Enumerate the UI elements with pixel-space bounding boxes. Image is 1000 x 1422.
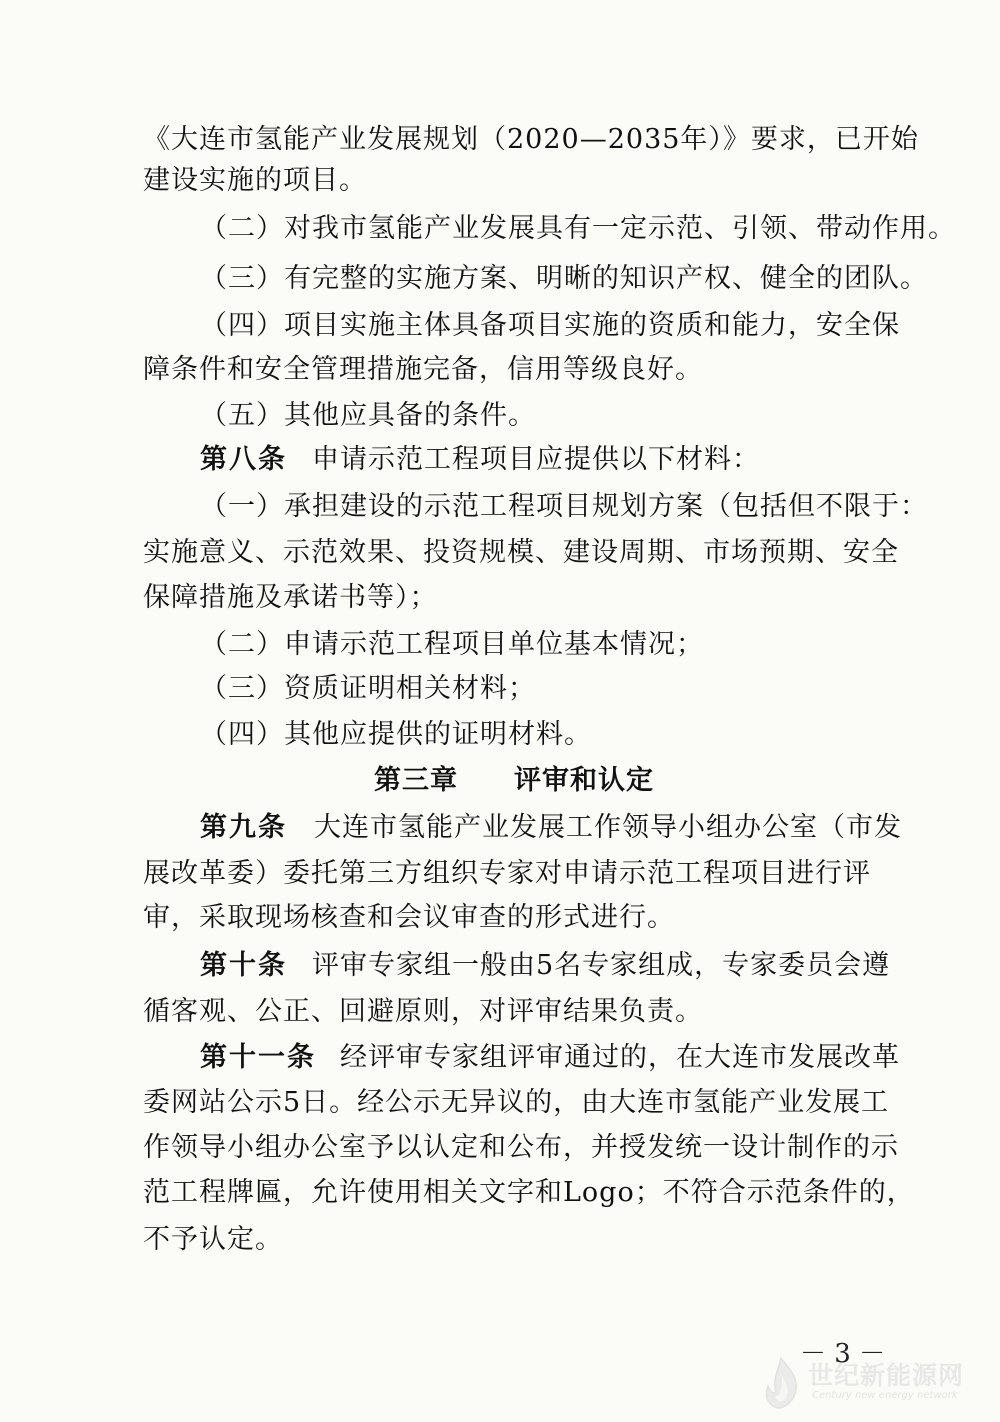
page-number: － 3 －: [800, 1339, 886, 1369]
article-label: 第八条: [200, 444, 287, 475]
article-label: 第九条: [200, 812, 287, 843]
document-page: 《大连市氢能产业发展规划（2020—2035年）》要求，已开始 建设实施的项目。 （二）对我市氢能产业发展具有一定示范、引领、带动作用。 （三）有完整的实施方案、明晰的知识产权、健全的团队。 （四）项目实施主体具备项目实施的资质和能力，安全保 障条件和安全管理措施完备，信用等级良好。 （五）其他应具备的条件。 第八条 申请示范工程项目应提供以下材料： （一）承担建设的示范工程项目规划方案（包括但不限于： 实施意义、示范效果、投资规模、建设周期、市场预期、安全 保障措施及承诺书等）； （二）申请示范工程项目单位基本情况； （三）资质证明相关材料； （四）其他应提供的证明材料。 第三章 评审和认定 第九条 大连市氢能产业发展工作领导小组办公室（市发 展改革委）委托第三方组织专家对申请示范工程项目进行评 审，采取现场核查和会议审查的形式进行。 第十条 评审专家组一般由5名专家组成，专家委员会遵 循客观、公正、回避原则，对评审结果负责。 第十一条 经评审专家组评审通过的，在大连市发展改革 委网站公示5日。经公示无异议的，由大连市氢能产业发展工 作领导小组办公室予以认定和公布，并授发统一设计制作的示 范工程牌匾，允许使用相关文字和Logo；不符合示范条件的， 不予认定。 － 3 － 世纪新能源网 Century new energy network: [0, 0, 1000, 1422]
article-label: 第十一条: [200, 1042, 316, 1073]
flame-logo-icon: [758, 1354, 804, 1410]
watermark-subtitle: Century new energy network: [812, 1390, 958, 1401]
watermark: [758, 1352, 998, 1412]
article-label: 第十条: [200, 950, 287, 981]
watermark-text: 世纪新能源网: [808, 1361, 965, 1390]
